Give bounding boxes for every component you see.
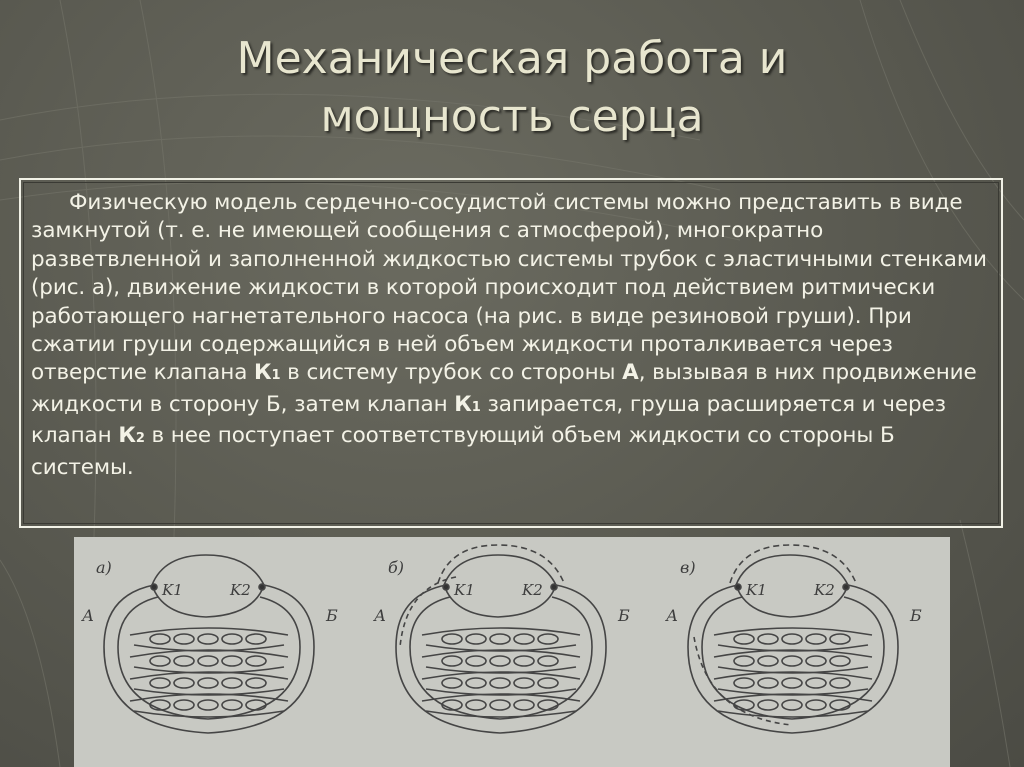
body-paragraph xyxy=(31,189,991,482)
title-line-2: мощность серца xyxy=(320,91,704,142)
valve-k1-label-2: К1 xyxy=(454,391,481,417)
valve-k1 xyxy=(151,584,157,590)
capillary-cell xyxy=(758,678,778,688)
capillary-cell xyxy=(782,678,802,688)
body-text-5: в нее поступает соответствующий объем жидкости со стороны Б системы. xyxy=(31,423,895,480)
capillary-cell xyxy=(830,678,850,688)
capillary-cell xyxy=(442,634,462,644)
capillary-cell xyxy=(734,678,754,688)
valve-k2 xyxy=(843,584,849,590)
capillary-cell xyxy=(466,634,486,644)
branch-line xyxy=(718,711,868,717)
capillary-cell xyxy=(538,678,558,688)
capillary-cell xyxy=(198,656,218,666)
capillary-cell xyxy=(806,678,826,688)
capillary-cell xyxy=(150,656,170,666)
side-a-label: А xyxy=(622,360,639,386)
capillary-cell xyxy=(150,678,170,688)
side-a-text: А xyxy=(82,606,95,625)
slide-title xyxy=(0,30,1024,146)
pump-dashed-outline xyxy=(730,545,856,583)
valve-k2 xyxy=(259,584,265,590)
side-b-text: Б xyxy=(910,606,922,625)
capillary-cell xyxy=(198,700,218,710)
valve-k2-label: К2 xyxy=(118,423,145,449)
panel-letter: б) xyxy=(388,558,405,577)
side-b-text: Б xyxy=(618,606,630,625)
capillary-cell xyxy=(538,656,558,666)
capillary-cell xyxy=(514,656,534,666)
capillary-cell xyxy=(758,656,778,666)
branch-line xyxy=(134,711,284,717)
capillary-cell xyxy=(490,656,510,666)
body-text-1: Физическую модель сердечно-сосудистой системы можно представить в виде замкнутой (т. е. не имеющей сообщения с атмосферой), многократно разветвленной и заполненной жидкостью системы трубок с эластичными стенками (рис. а), движение жидкости в которой происходит под действием ритмически работающего нагнетательного насоса (на рис. в виде резиновой груши). При сжатии груши содержащийся в ней объем жидкости проталкивается через отверстие клапана xyxy=(31,190,987,386)
capillary-cell xyxy=(782,634,802,644)
capillary-cell xyxy=(222,700,242,710)
capillary-cell xyxy=(246,634,266,644)
k2-text: K2 xyxy=(522,581,543,599)
capillary-cell xyxy=(198,634,218,644)
capillary-cell xyxy=(246,656,266,666)
k2-text: K2 xyxy=(230,581,251,599)
capillary-cell xyxy=(830,700,850,710)
body-text-box xyxy=(19,178,1003,528)
title-line-1: Механическая работа и xyxy=(236,33,788,84)
panel-2 xyxy=(373,545,630,733)
branch-line xyxy=(426,711,576,717)
k1-text: K1 xyxy=(162,581,183,599)
valve-k2 xyxy=(551,584,557,590)
capillary-cell xyxy=(806,634,826,644)
capillary-cell xyxy=(246,678,266,688)
capillary-cell xyxy=(806,656,826,666)
capillary-cell xyxy=(442,656,462,666)
valve-k1 xyxy=(735,584,741,590)
pump-dashed-outline xyxy=(438,545,564,583)
capillary-cell xyxy=(782,700,802,710)
capillary-cell xyxy=(198,678,218,688)
capillary-cell xyxy=(830,656,850,666)
capillary-cell xyxy=(246,700,266,710)
capillary-cell xyxy=(758,634,778,644)
capillary-cell xyxy=(758,700,778,710)
k1-text: K1 xyxy=(454,581,475,599)
capillary-cell xyxy=(174,656,194,666)
panel-3 xyxy=(665,545,922,733)
capillary-cell xyxy=(514,700,534,710)
capillary-cell xyxy=(734,656,754,666)
panel-letter: а) xyxy=(96,558,112,577)
capillary-cell xyxy=(174,634,194,644)
k2-text: K2 xyxy=(814,581,835,599)
capillary-cell xyxy=(734,634,754,644)
side-a-text: А xyxy=(374,606,387,625)
capillary-cell xyxy=(150,634,170,644)
valve-k1-label: К1 xyxy=(254,360,281,386)
capillary-cell xyxy=(538,634,558,644)
capillary-cell xyxy=(782,656,802,666)
k1-text: K1 xyxy=(746,581,767,599)
capillary-cell xyxy=(514,634,534,644)
side-b-text: Б xyxy=(326,606,338,625)
capillary-cell xyxy=(538,700,558,710)
body-text-3: , вызывая в них продвижение жидкости в сторону Б, затем клапан xyxy=(31,360,977,417)
body-text-4: запирается, груша расширяется и через клапан xyxy=(31,391,946,449)
capillary-cell xyxy=(222,634,242,644)
capillary-cell xyxy=(466,678,486,688)
panel-1 xyxy=(81,555,338,733)
capillary-cell xyxy=(490,634,510,644)
panel-letter: в) xyxy=(680,558,696,577)
valve-k1 xyxy=(443,584,449,590)
capillary-cell xyxy=(466,656,486,666)
capillary-cell xyxy=(514,678,534,688)
heart-model-figure xyxy=(74,537,950,767)
capillary-cell xyxy=(174,700,194,710)
body-text-2: в систему трубок со стороны xyxy=(280,360,623,386)
capillary-cell xyxy=(490,700,510,710)
capillary-cell xyxy=(806,700,826,710)
side-a-text: А xyxy=(666,606,679,625)
figure-drawing xyxy=(74,537,950,767)
capillary-cell xyxy=(466,700,486,710)
capillary-cell xyxy=(174,678,194,688)
capillary-cell xyxy=(490,678,510,688)
capillary-cell xyxy=(442,678,462,688)
capillary-cell xyxy=(222,656,242,666)
capillary-cell xyxy=(830,634,850,644)
capillary-cell xyxy=(222,678,242,688)
